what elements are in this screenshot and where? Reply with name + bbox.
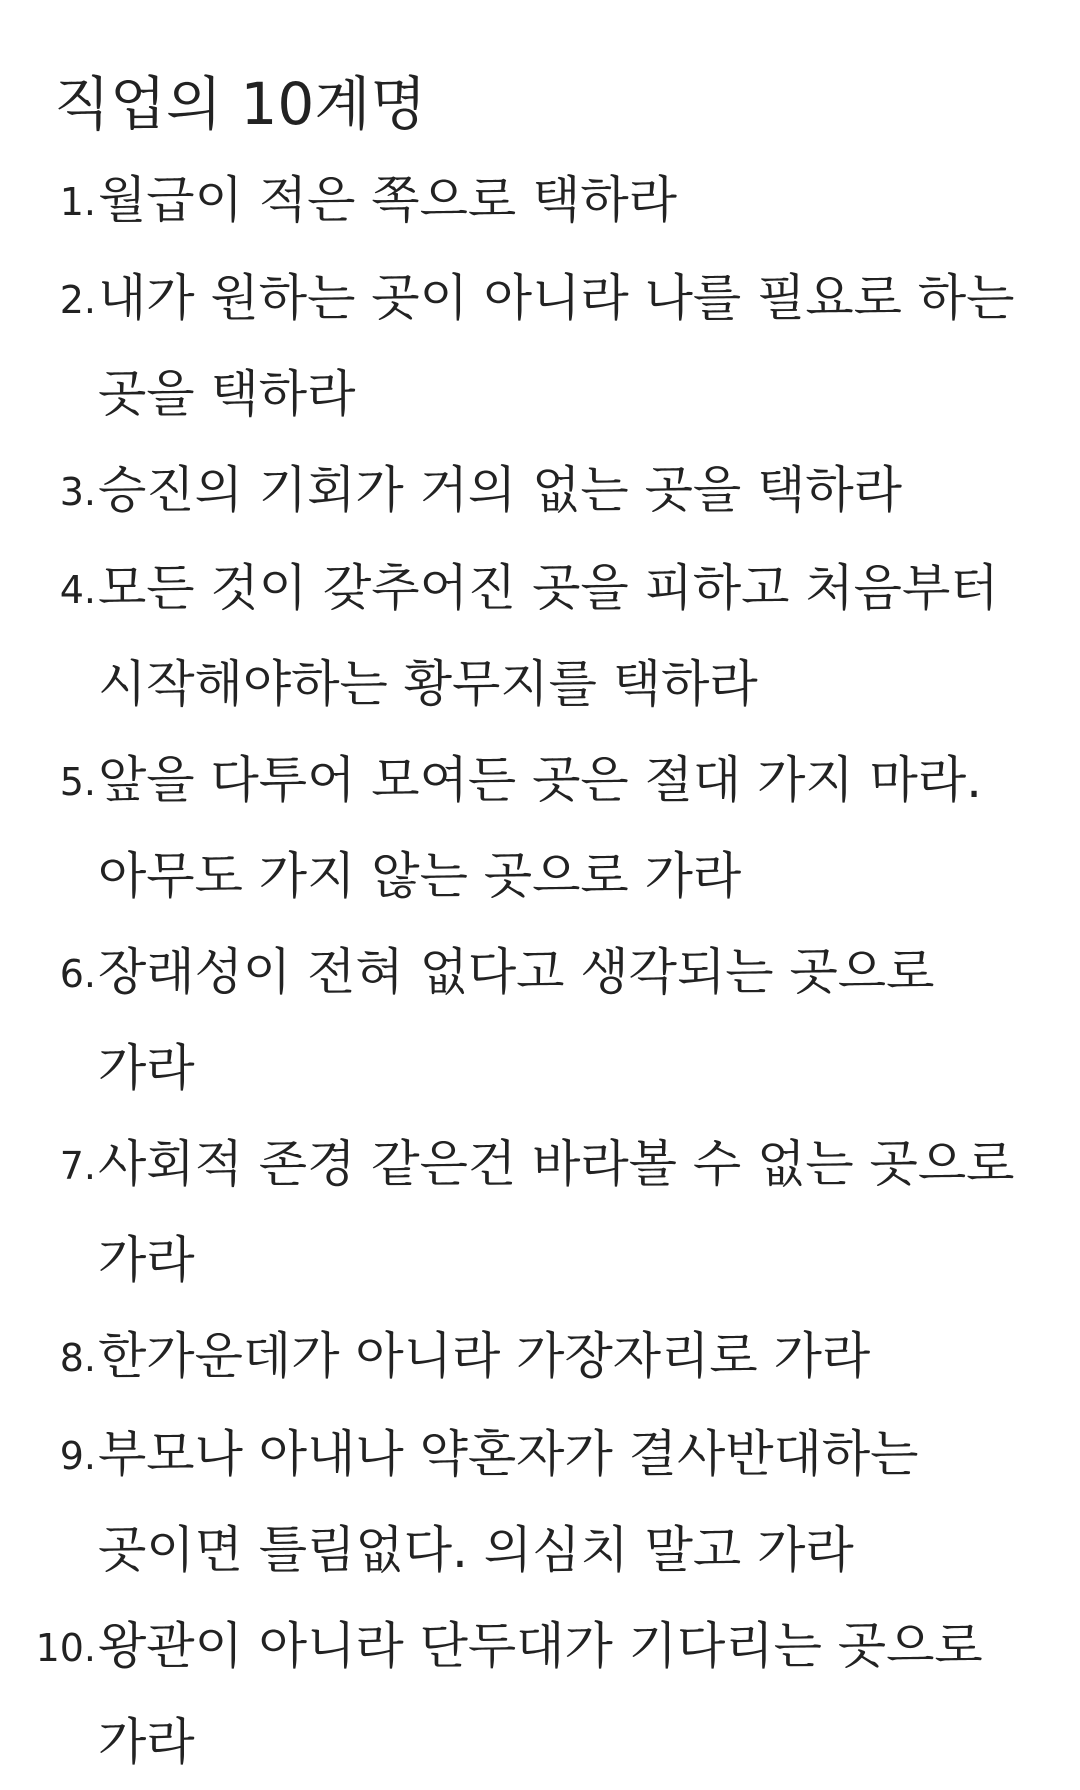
item-text: 장래성이 전혀 없다고 생각되는 곳으로 가라: [98, 943, 935, 1097]
item-text: 월급이 적은 쪽으로 택하라: [98, 171, 677, 229]
list-item: [0, 540, 1040, 732]
list-item: [0, 442, 1040, 540]
list-item: [0, 924, 1040, 1116]
item-number: 8.: [59, 1336, 96, 1380]
list-item: [0, 1598, 1040, 1790]
item-number: 9.: [59, 1434, 96, 1478]
list-item: [0, 1406, 1040, 1598]
item-text: 부모나 아내나 약혼자가 결사반대하는 곳이면 틀림없다. 의심치 말고 가라: [98, 1425, 919, 1579]
item-text: 왕관이 아니라 단두대가 기다리는 곳으로 가라: [98, 1617, 983, 1771]
item-number: 1.: [59, 180, 96, 224]
item-text: 사회적 존경 같은건 바라볼 수 없는 곳으로 가라: [98, 1135, 1015, 1289]
commandment-list: [0, 152, 1040, 1790]
item-number: 5.: [59, 760, 96, 804]
item-number: 4.: [59, 568, 96, 612]
item-number: 10.: [35, 1626, 96, 1670]
item-text: 내가 원하는 곳이 아니라 나를 필요로 하는 곳을 택하라: [98, 269, 1015, 423]
item-text: 한가운데가 아니라 가장자리로 가라: [98, 1327, 871, 1385]
item-number: 6.: [59, 952, 96, 996]
list-item: [0, 732, 1040, 924]
page-title: 직업의 10계명: [54, 70, 427, 138]
item-number: 7.: [59, 1144, 96, 1188]
item-text: 모든 것이 갖추어진 곳을 피하고 처음부터 시작해야하는 황무지를 택하라: [98, 559, 999, 713]
list-item: [0, 1116, 1040, 1308]
list-item: [0, 250, 1040, 442]
list-item: [0, 1308, 1040, 1406]
list-item: [0, 152, 1040, 250]
item-number: 2.: [59, 278, 96, 322]
item-number: 3.: [59, 470, 96, 514]
item-text: 승진의 기회가 거의 없는 곳을 택하라: [98, 461, 902, 519]
item-text: 앞을 다투어 모여든 곳은 절대 가지 마라. 아무도 가지 않는 곳으로 가라: [98, 751, 983, 905]
